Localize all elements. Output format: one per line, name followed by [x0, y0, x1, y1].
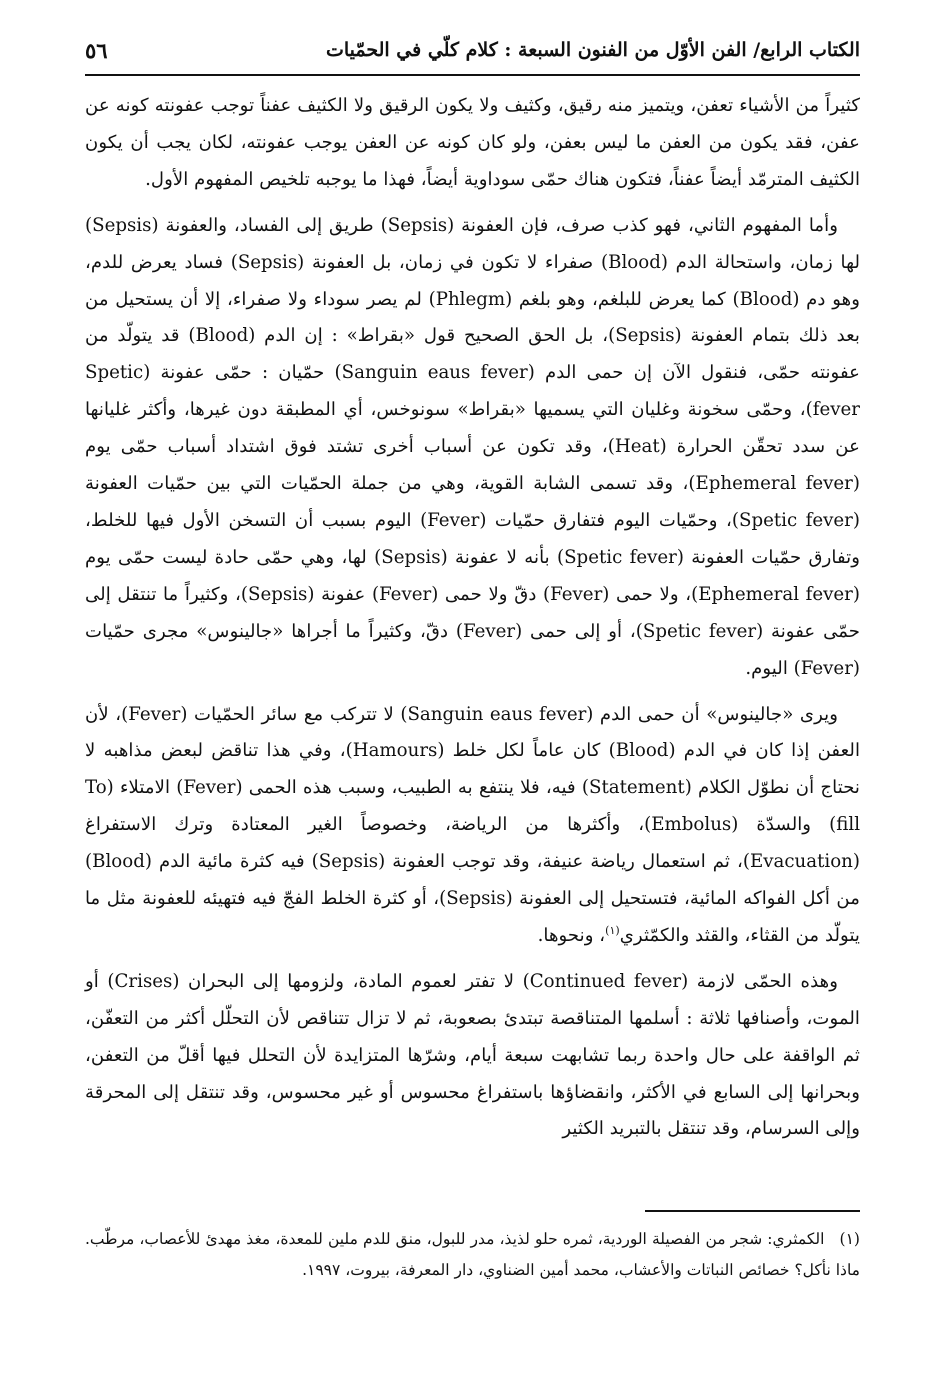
paragraph-3: [85, 697, 860, 955]
footnote-reference[interactable]: (١): [605, 923, 620, 937]
footnote: [85, 1224, 860, 1286]
footnote-rule: [645, 1210, 860, 1212]
paragraph-2: وأما المفهوم الثاني، فهو كذب صرف، فإن العفونة (Sepsis) طريق إلى الفساد، والعفونة (Sepsis) لها زمان، واستحالة الدم (Blood) صفراء لا تكون في زمان، بل العفونة (Sepsis) فساد يعرض للدم، وهو دم (Blood) كما يعرض للبلغم، وهو بلغم (Phlegm) لم يصر سوداء ولا صفراء، إلا أن يستحيل من بعد ذلك بتمام العفونة (Sepsis)، بل الحق الصحيح قول «بقراط» : إن الدم (Blood) قد يتولّد من عفونته حمّى، فنقول الآن إن حمى الدم (Sanguin eaus fever) حمّيان : حمّى عفونة (Spetic fever)، وحمّى سخونة وغليان التي يسميها «بقراط» سونوخس، أي المطبقة دون غيرها، وأكثر غليانها عن سدد تحقّن الحرارة (Heat)، وقد تكون عن أسباب أخرى تشتد فوق اشتداد أسباب حمّى يوم (Ephemeral fever)، وقد تسمى الشابة القوية، وهي من جملة الحمّيات التي بين حمّيات العفونة (Spetic fever)، وحمّيات اليوم فتفارق حمّيات (Fever) اليوم بسبب أن التسخن الأول فيها للخلط، وتفارق حمّيات العفونة (Spetic fever) بأنه لا عفونة (Sepsis) لها، وهي حمّى حادة ليست حمّى يوم (Ephemeral fever)، ولا حمى (Fever) دقّ ولا حمى (Fever) عفونة (Sepsis)، وكثيراً ما تنتقل إلى حمّى عفونة (Spetic fever)، أو إلى حمى (Fever) دقّ، وكثيراً ما أجراها «جالينوس» مجرى حمّيات (Fever) اليوم.: [85, 214, 861, 679]
paragraph-3-tail: ، ونحوها.: [537, 924, 606, 946]
header-rule: [85, 74, 860, 76]
footnote-text: الكمثري: شجر من الفصيلة الوردية، ثمره حلو لذيذ، مدر للبول، منق للدم ملين للمعدة، مغذ مهدئ للأعصاب، مرطّب. ماذا نأكل؟ خصائص النباتات والأعشاب، محمد أمين الضناوي، دار المعرفة، بيروت، ١٩٩٧.: [85, 1230, 860, 1279]
body-text: [85, 88, 860, 1148]
footnote-marker: (١): [839, 1230, 860, 1248]
running-header: [85, 28, 860, 72]
paragraph-4: وهذه الحمّى لازمة (Continued fever) لا تفتر لعموم المادة، ولزومها إلى البحران (Crises) أو الموت، وأصنافها ثلاثة : أسلمها المتناقصة تبتدئ بصعوبة، ثم لا تزال تتناقص لأن التحلّل أكثر من التعفّن، ثم الواقفة على حال واحدة ربما تشابهت سبعة أيام، وشرّها المتزايدة لأن التحلل فيها أقلّ من التعفن، وبحرانها إلى السابع في الأكثر، وانقضاؤها باستفراغ محسوس أو غير محسوس، وقد تنتقل إلى المحرقة وإلى السرسام، وقد تنتقل بالتبريد الكثير: [85, 970, 860, 1140]
paragraph-1: كثيراً من الأشياء تعفن، ويتميز منه رقيق، وكثيف ولا يكون الرقيق ولا الكثيف عفناً توجب عفونته كونه عن عفن، فقد يكون من العفن ما ليس بعفن، ولو كان كونه عن العفن يوجب عفونته، لكان يجب أن يكون الكثيف المترمّد أيضاً عفناً، فتكون هناك حمّى سوداوية أيضاً، فهذا ما يوجبه تلخيص المفهوم الأول.: [85, 95, 860, 190]
book-page: [85, 28, 860, 1358]
header-title: الكتاب الرابع/ الفن الأوّل من الفنون السبعة : كلام كلّي في الحمّيات: [325, 39, 860, 61]
paragraph-3-text: ويرى «جالينوس» أن حمى الدم (Sanguin eaus fever) لا تتركب مع سائر الحمّيات (Fever)، لأن العفن إذا كان في الدم (Blood) كان عاماً لكل خلط (Hamours)، وفي هذا تناقض لبعض مذاهبه لا نحتاج أن نطوّل الكلام (Statement) فيه، فلا ينتفع به الطبيب، وسبب هذه الحمى (Fever) الامتلاء (To fill) والسدّة (Embolus)، وأكثرها من الرياضة، وخصوصاً الغير المعتادة وترك الاستفراغ (Evacuation)، ثم استعمال رياضة عنيفة، وقد توجب العفونة (Sepsis) فيه كثرة مائية الدم (Blood) من أكل الفواكه المائية، فتستحيل إلى العفونة (Sepsis)، أو كثرة الخلط الفجّ فيه فتهيئه للعفونة مثل ما يتولّد من القثاء، والقثد والكمّثري: [85, 703, 861, 946]
page-number: ٥٦: [85, 37, 108, 63]
